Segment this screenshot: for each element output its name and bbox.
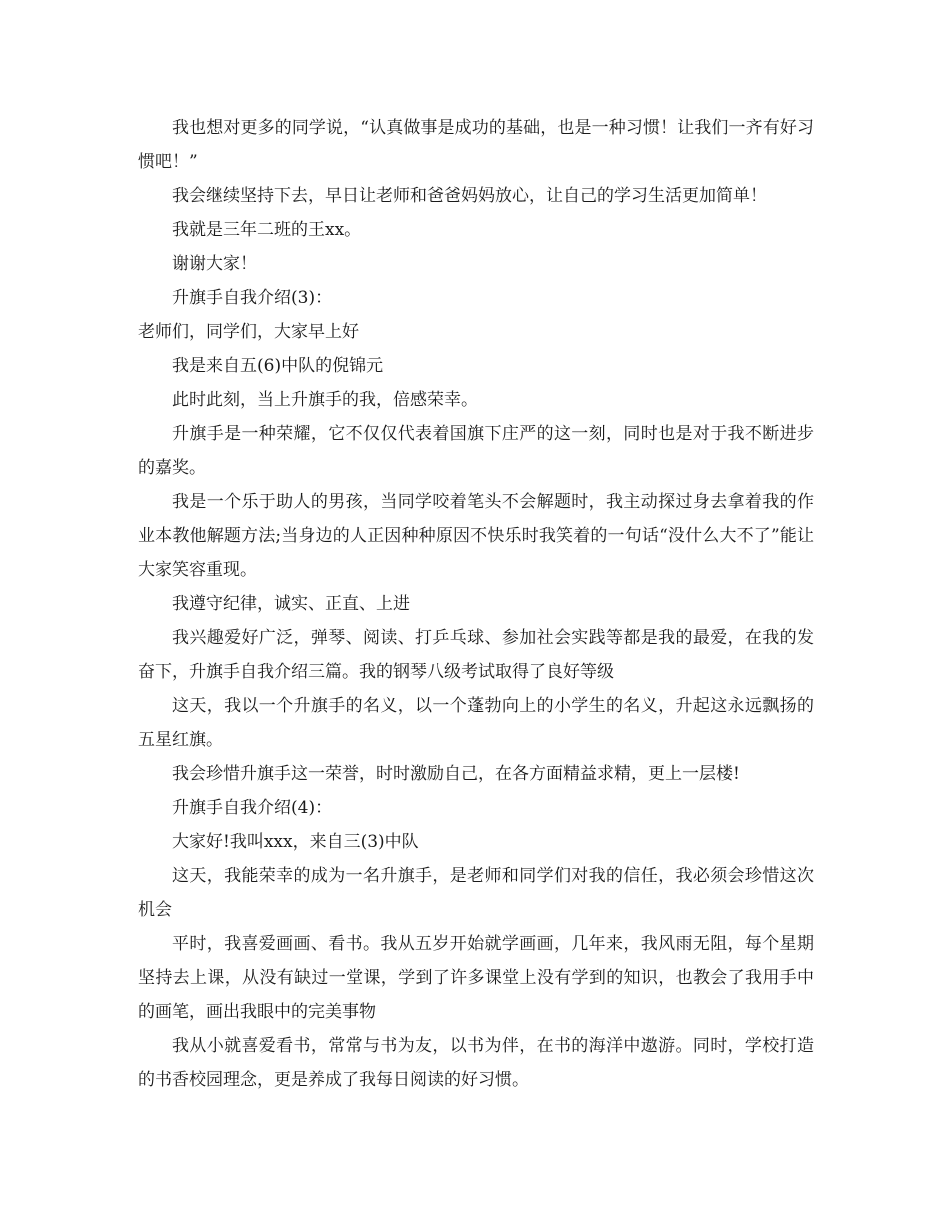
- paragraph: 我遵守纪律，诚实、正直、上进: [172, 594, 410, 614]
- paragraph: 大家好!我叫xxx，来自三(3)中队: [172, 832, 419, 852]
- paragraph: 平时，我喜爱画画、看书。我从五岁开始就学画画，几年来，我风雨无阻，每个星期坚持去上课，从没有缺过一堂课，学到了许多课堂上没有学到的知识，也教会了我用手中的画笔，画出我眼中的完美事物: [138, 934, 814, 1022]
- paragraph: 这天，我能荣幸的成为一名升旗手，是老师和同学们对我的信任，我必须会珍惜这次机会: [138, 866, 814, 920]
- paragraph: 我是来自五(6)中队的倪锦元: [172, 356, 384, 376]
- paragraph: 我兴趣爱好广泛，弹琴、阅读、打乒乓球、参加社会实践等都是我的最爱，在我的发奋下，升旗手自我介绍三篇。我的钢琴八级考试取得了良好等级: [138, 628, 814, 682]
- paragraph: 我会继续坚持下去，早日让老师和爸爸妈妈放心，让自己的学习生活更加简单！: [172, 186, 767, 206]
- paragraph: 我是一个乐于助人的男孩，当同学咬着笔头不会解题时，我主动探过身去拿着我的作业本教他解题方法;当身边的人正因种种原因不快乐时我笑着的一句话“没什么大不了”能让大家笑容重现。: [138, 492, 814, 580]
- paragraph: 我从小就喜爱看书，常常与书为友，以书为伴，在书的海洋中遨游。同时，学校打造的书香校园理念，更是养成了我每日阅读的好习惯。: [138, 1036, 814, 1090]
- paragraph: 我会珍惜升旗手这一荣誉，时时激励自己，在各方面精益求精，更上一层楼!: [172, 764, 740, 784]
- paragraph: 这天，我以一个升旗手的名义，以一个蓬勃向上的小学生的名义，升起这永远飘扬的五星红旗。: [138, 696, 814, 750]
- paragraph: 我也想对更多的同学说，“认真做事是成功的基础，也是一种习惯！让我们一齐有好习惯吧！”: [138, 118, 814, 172]
- paragraph: 谢谢大家！: [172, 254, 257, 274]
- section-heading: 升旗手自我介绍(4)：: [172, 798, 333, 818]
- paragraph: 升旗手是一种荣耀，它不仅仅代表着国旗下庄严的这一刻，同时也是对于我不断进步的嘉奖。: [138, 424, 814, 478]
- paragraph: 我就是三年二班的王xx。: [172, 220, 362, 240]
- paragraph: 此时此刻，当上升旗手的我，倍感荣幸。: [172, 390, 478, 410]
- document-body: [138, 111, 814, 1097]
- paragraph: 老师们，同学们，大家早上好: [138, 322, 359, 342]
- section-heading: 升旗手自我介绍(3)：: [172, 288, 333, 308]
